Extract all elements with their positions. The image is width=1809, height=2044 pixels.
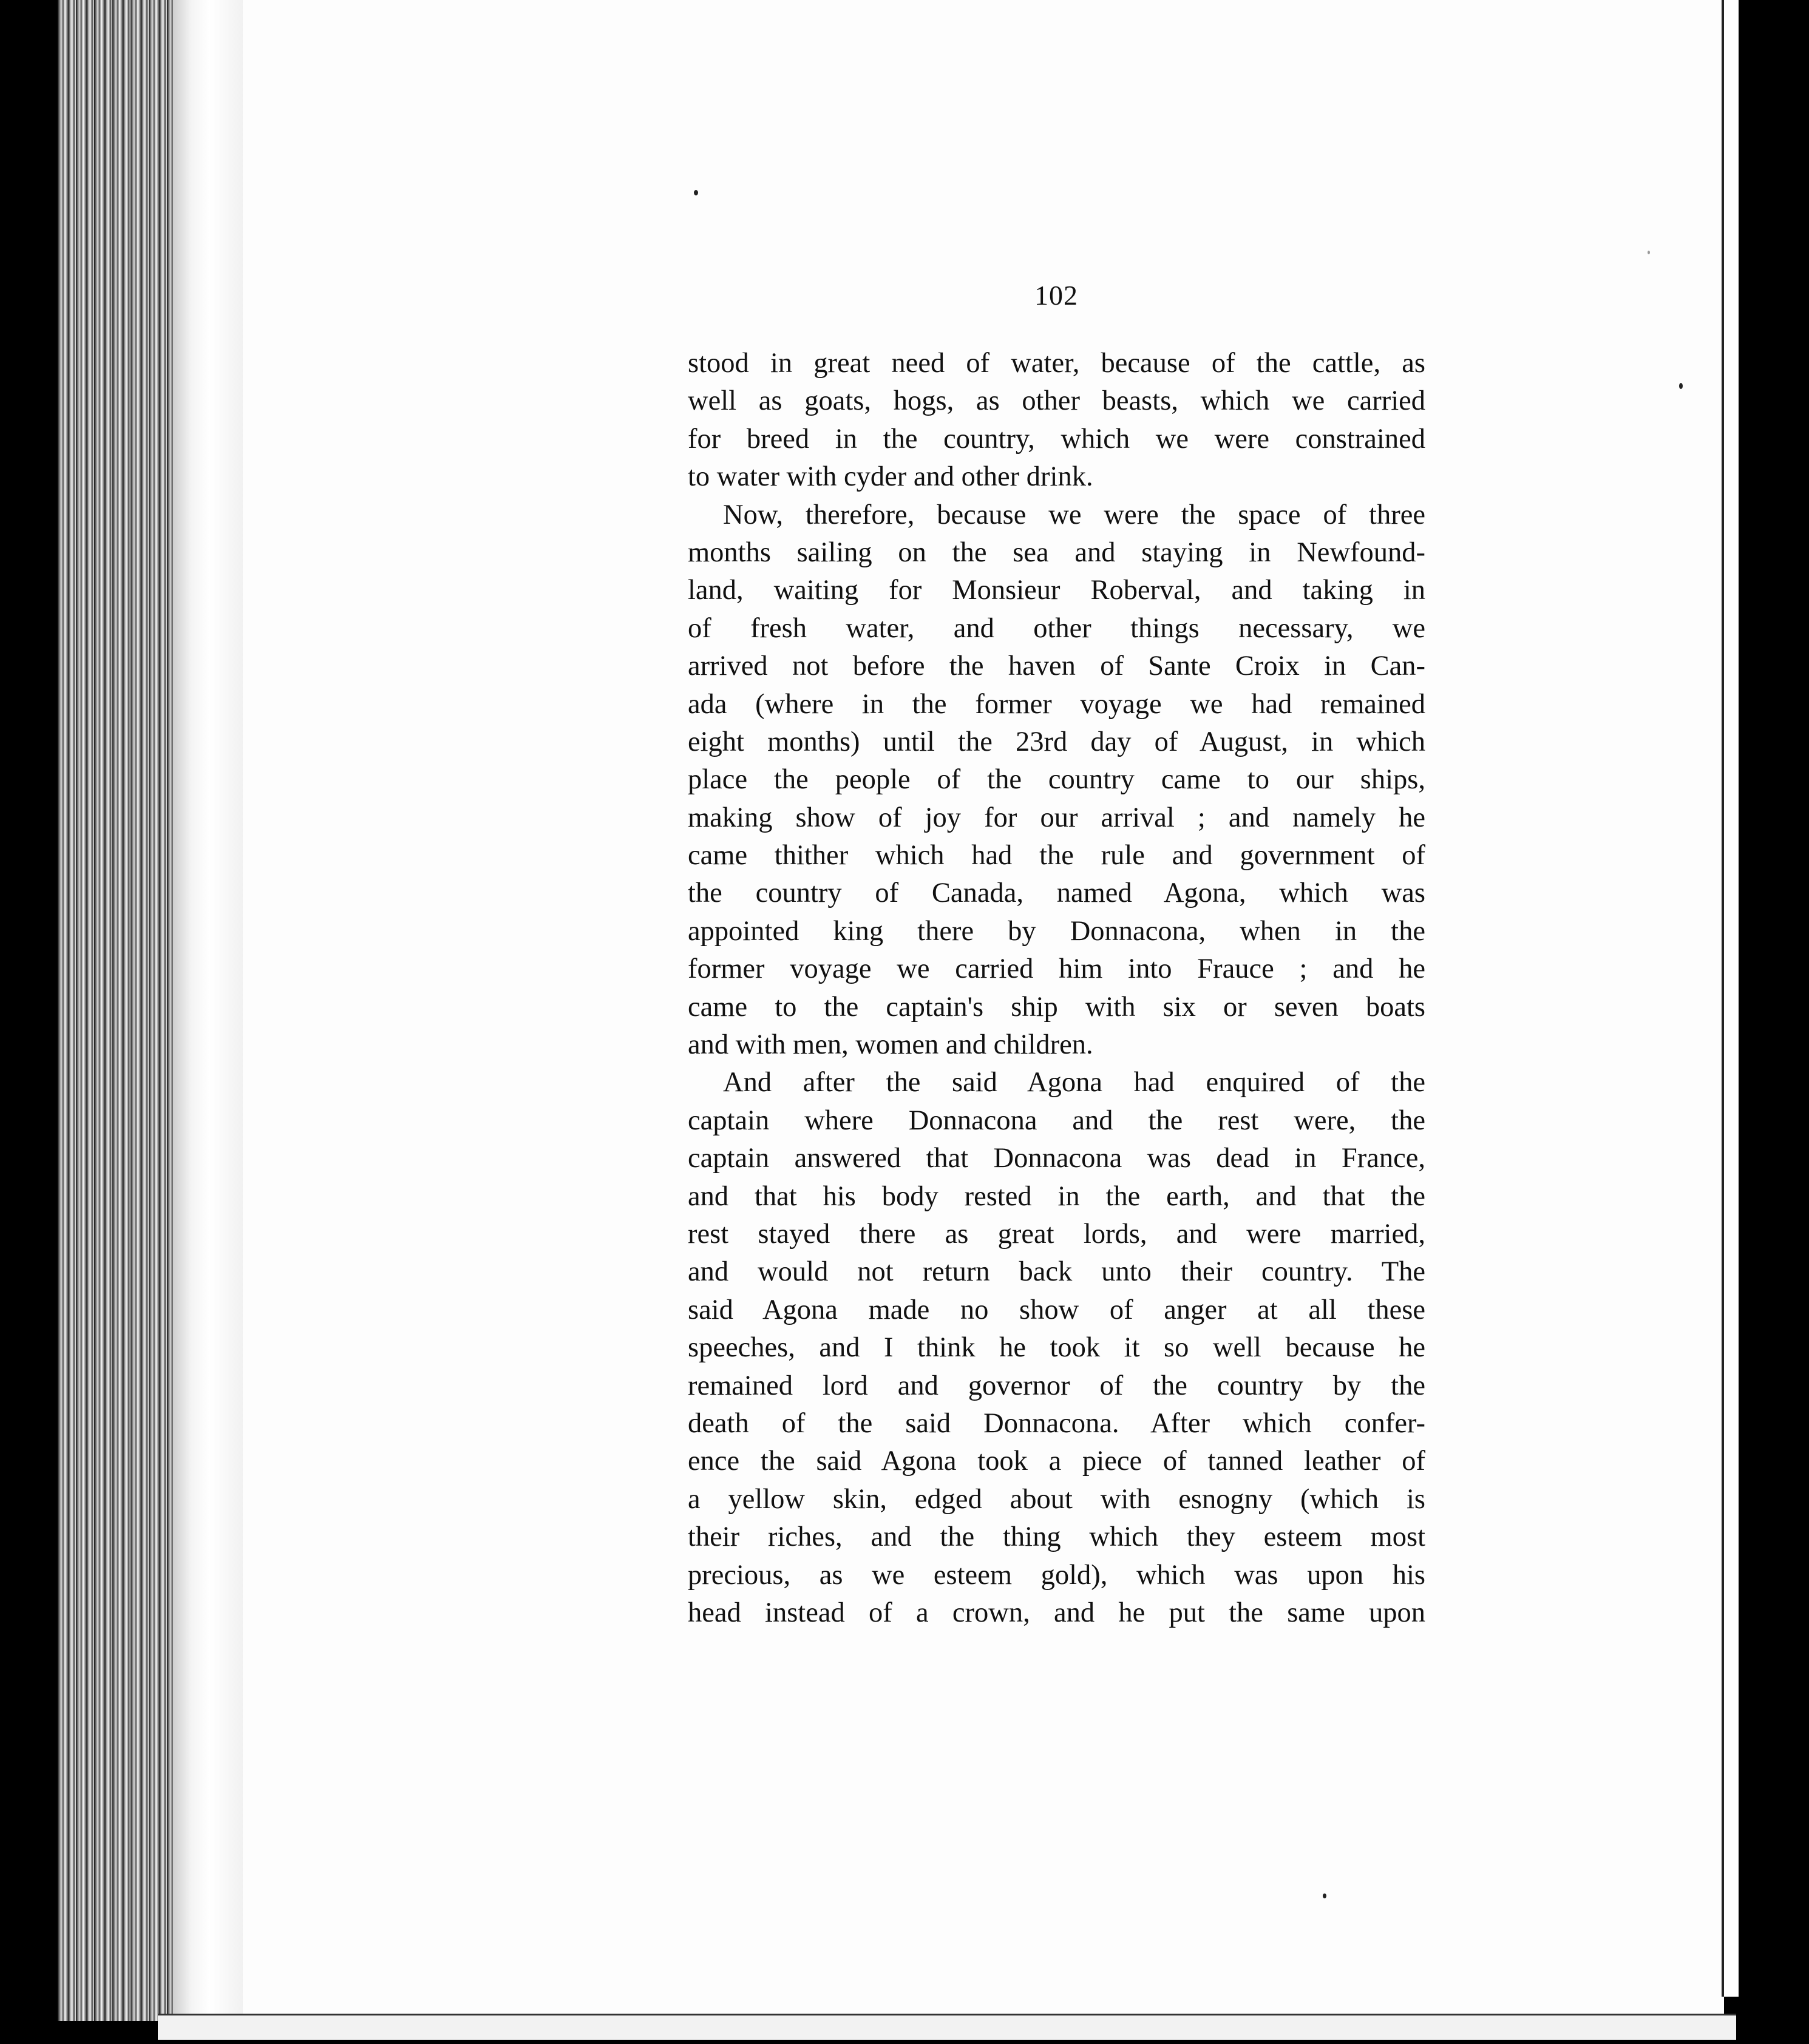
text-line: of fresh water, and other things necessary, we xyxy=(688,612,1425,644)
scan-speck xyxy=(1679,383,1683,389)
scan-speck xyxy=(1323,1893,1326,1898)
text-line: and that his body rested in the earth, and that the xyxy=(688,1180,1425,1212)
text-line: for breed in the country, which we were constrained xyxy=(688,423,1425,455)
text-line: making show of joy for our arrival ; and namely he xyxy=(688,802,1425,833)
body-text xyxy=(688,345,1425,1632)
text-line: their riches, and the thing which they esteem most xyxy=(688,1521,1425,1553)
text-line: eight months) until the 23rd day of August, in which xyxy=(688,726,1425,757)
text-line: to water with cyder and other drink. xyxy=(688,461,1093,493)
text-line: stood in great need of water, because of the cattle, as xyxy=(688,348,1425,379)
page-bottom-edge xyxy=(158,2014,1736,2040)
text-line: ada (where in the former voyage we had remained xyxy=(688,688,1425,720)
text-line: place the people of the country came to our ships, xyxy=(688,764,1425,796)
scan-speck xyxy=(694,190,698,195)
page-edges-stack xyxy=(58,0,246,2021)
text-line: remained lord and governor of the country by the xyxy=(688,1370,1425,1401)
text-line: came to the captain's ship with six or seven boats xyxy=(688,991,1425,1023)
text-line: appointed king there by Donnacona, when in the xyxy=(688,915,1425,947)
text-line: land, waiting for Monsieur Roberval, and taking in xyxy=(688,575,1425,606)
text-line: Now, therefore, because we were the space of three xyxy=(723,499,1425,530)
text-line: And after the said Agona had enquired of the xyxy=(723,1067,1425,1098)
text-line: speeches, and I think he took it so well because he xyxy=(688,1332,1425,1364)
text-line: said Agona made no show of anger at all these xyxy=(688,1294,1425,1325)
scan-left-border xyxy=(0,0,61,2044)
text-line: and would not return back unto their country. The xyxy=(688,1256,1425,1288)
text-line: months sailing on the sea and staying in Newfound- xyxy=(688,536,1425,568)
text-line: rest stayed there as great lords, and were married, xyxy=(688,1218,1425,1250)
text-line: and with men, women and children. xyxy=(688,1029,1093,1061)
text-line: well as goats, hogs, as other beasts, which we carried xyxy=(688,385,1425,417)
page-right-edge xyxy=(1722,0,1739,1997)
text-line: death of the said Donnacona. After which confer- xyxy=(688,1407,1425,1439)
text-line: came thither which had the rule and government of xyxy=(688,840,1425,871)
text-line: former voyage we carried him into Frauce ; and he xyxy=(688,953,1425,985)
page-number: 102 xyxy=(1034,280,1078,311)
text-line: a yellow skin, edged about with esnogny (which is xyxy=(688,1483,1425,1515)
text-line: the country of Canada, named Agona, which was xyxy=(688,878,1425,909)
scan-speck xyxy=(1648,251,1650,254)
text-line: captain where Donnacona and the rest were, the xyxy=(688,1105,1425,1136)
text-line: ence the said Agona took a piece of tanned leather of xyxy=(688,1446,1425,1477)
text-line: head instead of a crown, and he put the same upon xyxy=(688,1597,1425,1628)
text-line: arrived not before the haven of Sante Croix in Can- xyxy=(688,651,1425,682)
text-line: precious, as we esteem gold), which was upon his xyxy=(688,1559,1425,1591)
text-line: captain answered that Donnacona was dead in France, xyxy=(688,1143,1425,1174)
